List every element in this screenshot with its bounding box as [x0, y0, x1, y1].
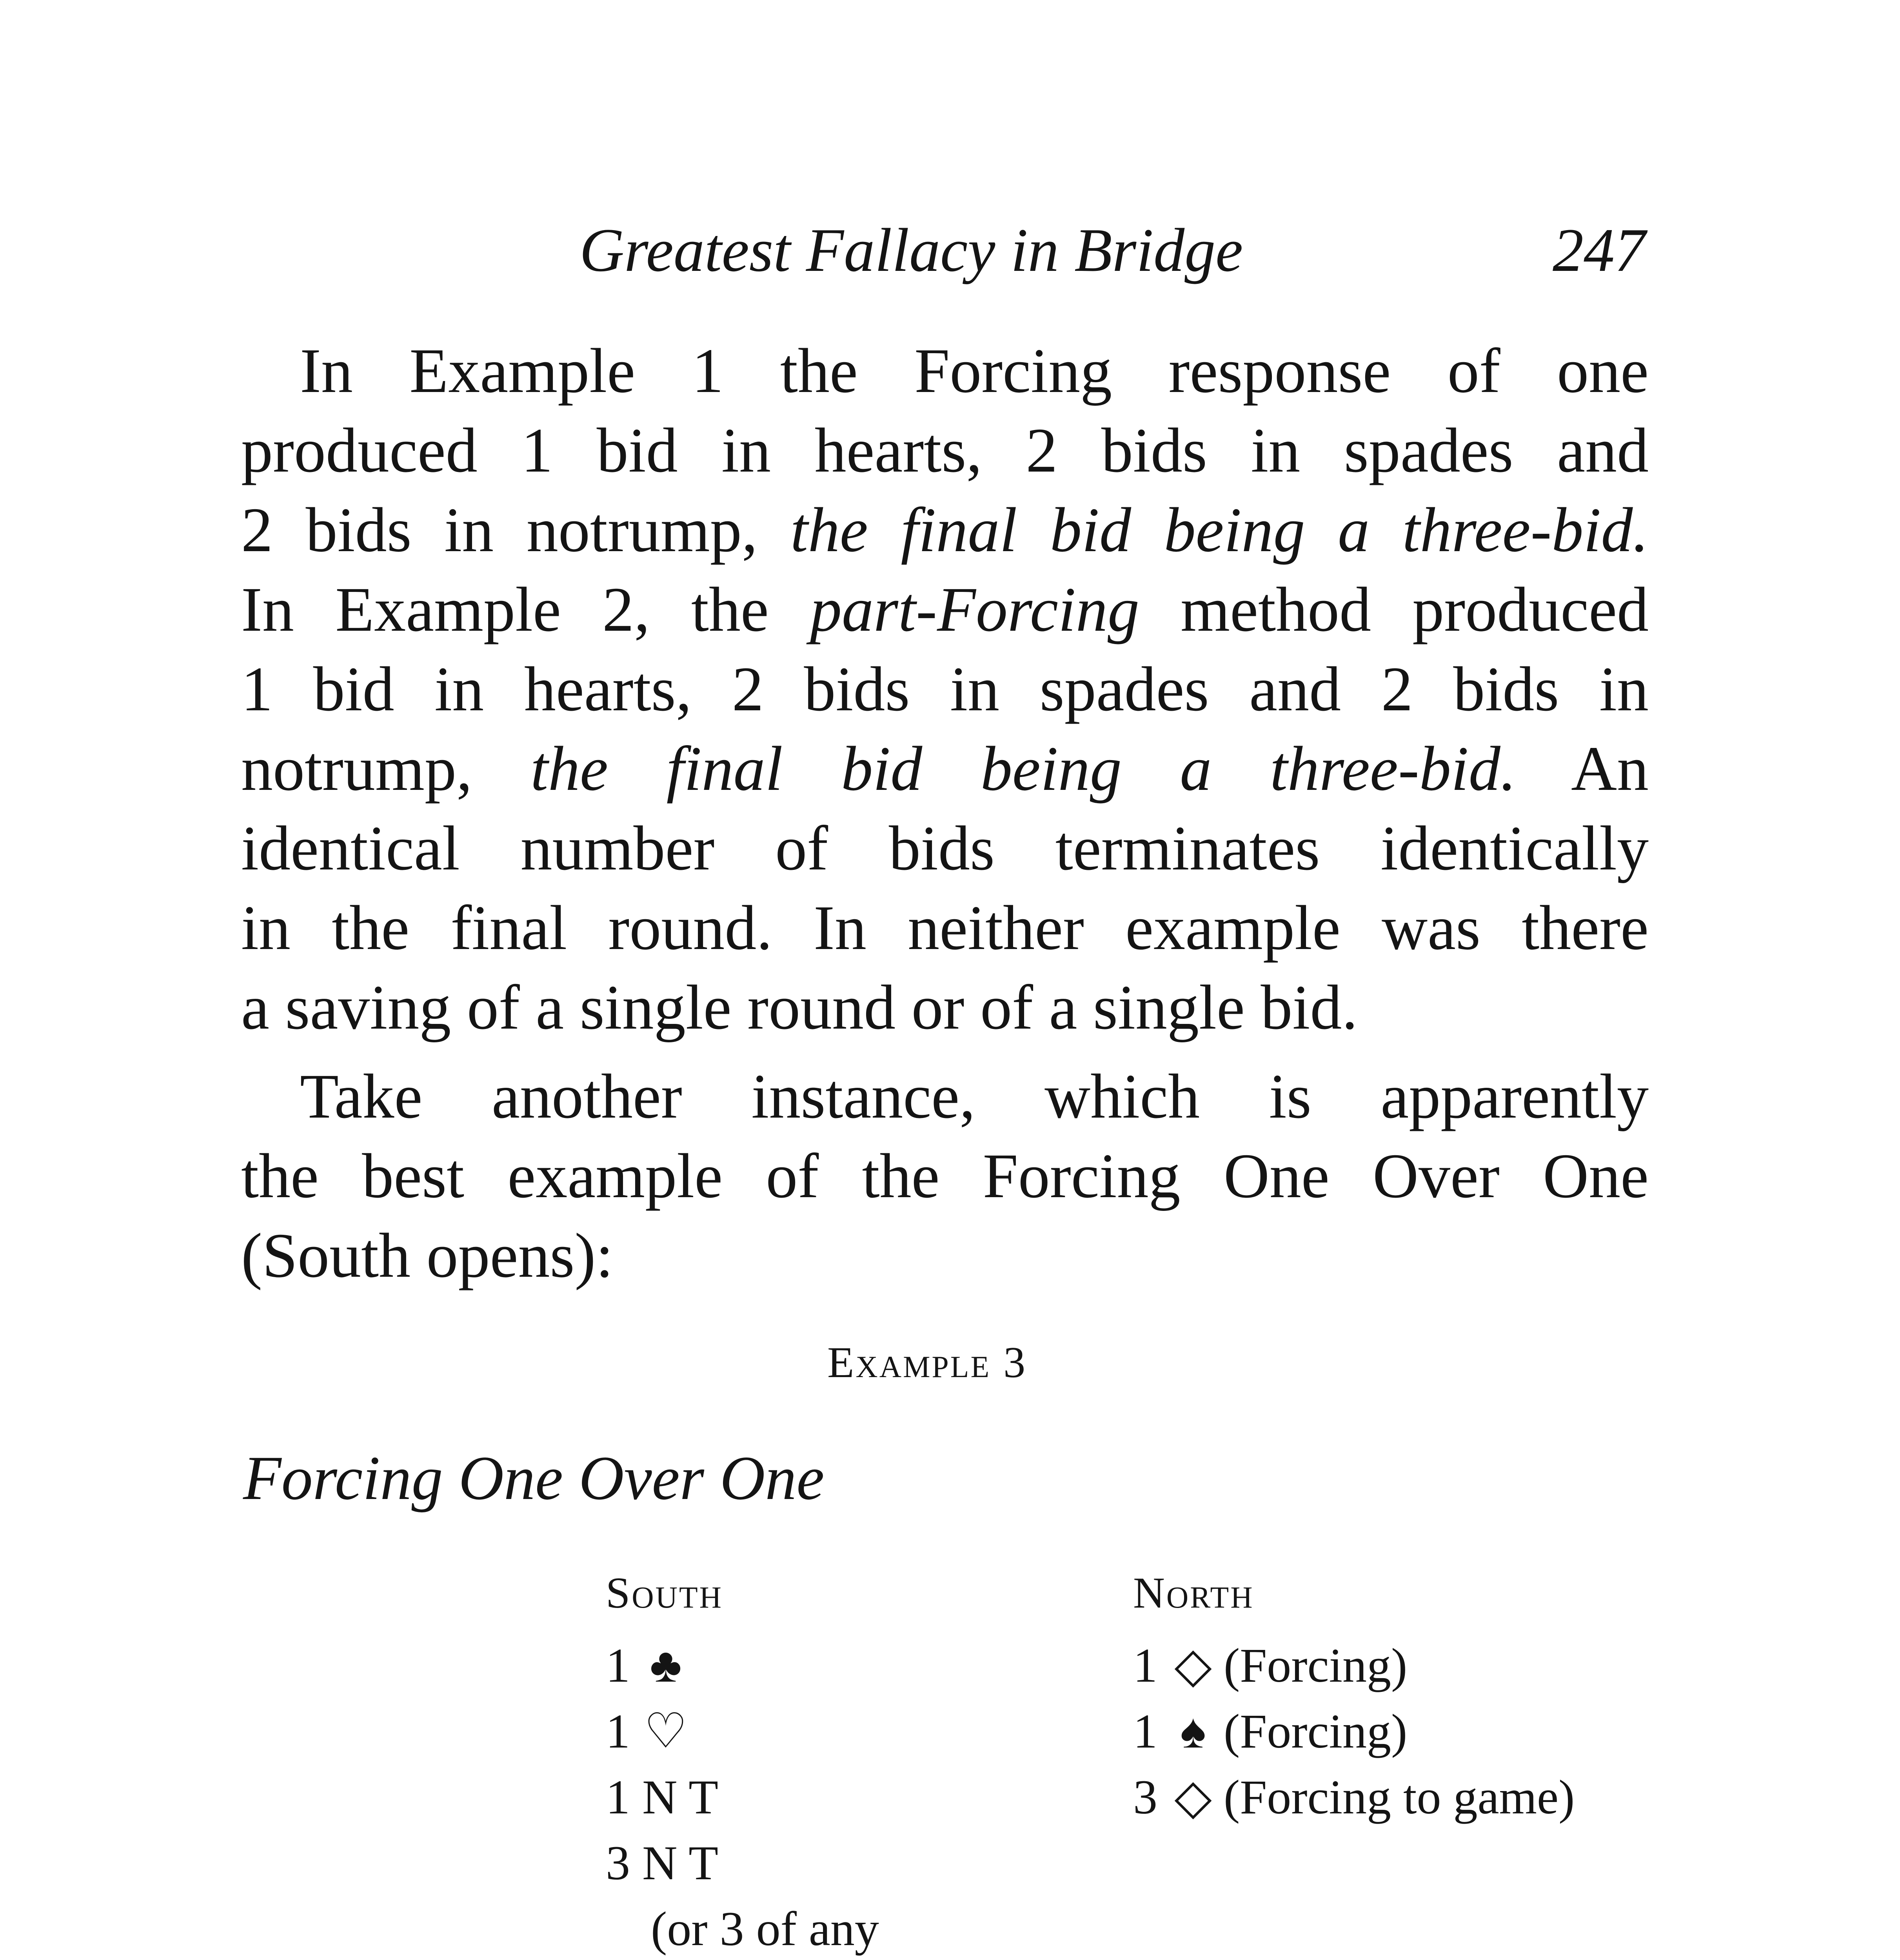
bid-row: [1133, 1633, 1575, 1699]
paragraph-1: [241, 331, 1649, 1047]
paragraph-1-line: [241, 729, 1649, 809]
paragraph-1-line: [241, 570, 1649, 650]
bid-row: [1133, 1764, 1575, 1830]
paragraph-1-line: [241, 888, 1649, 968]
text-run: In Example 1 the Forcing response of one: [300, 336, 1649, 406]
paragraph-2: [241, 1057, 1649, 1296]
bid-notrump: N T: [642, 1770, 719, 1824]
example-3-heading: Example 3: [827, 1338, 1027, 1387]
bid-level: 1: [606, 1639, 630, 1692]
club-icon: ♣: [650, 1639, 682, 1692]
text-run: Take another instance, which is apparently: [300, 1062, 1649, 1132]
running-title: Greatest Fallacy in Bridge: [579, 216, 1243, 285]
bid-note: (or 3 of any: [651, 1902, 879, 1956]
paragraph-1-line: [241, 411, 1649, 490]
spade-icon: ♠: [1180, 1704, 1206, 1758]
text-run: An: [1516, 734, 1649, 804]
bid-row: [1133, 1699, 1575, 1764]
diamond-icon: ◇: [1174, 1770, 1212, 1824]
bid-row: [606, 1830, 879, 1896]
text-run: produced 1 bid in hearts, 2 bids in spades and: [241, 416, 1649, 486]
text-run: In Example 2, the: [241, 575, 810, 645]
text-run: method produced: [1139, 575, 1649, 645]
bid-notrump: N T: [642, 1836, 719, 1890]
text-run: identical number of bids terminates identically: [241, 813, 1649, 884]
text-run: 2 bids in notrump,: [241, 495, 790, 565]
bid-level: 1: [606, 1704, 630, 1758]
bid-level: 1: [1133, 1639, 1157, 1692]
text-run: a saving of a single round or of a single bid.: [241, 973, 1358, 1043]
paragraph-2-line: [241, 1057, 1649, 1136]
paragraph-2-line: [241, 1136, 1649, 1216]
text-run: 1 bid in hearts, 2 bids in spades and 2 bids in: [241, 654, 1649, 724]
bid-level: 1: [1133, 1704, 1157, 1758]
italic-run: part-Forcing: [810, 575, 1139, 645]
heart-icon: ♡: [644, 1704, 688, 1758]
paragraph-2-line: [241, 1216, 1649, 1296]
italic-run: the final bid being a three-bid.: [790, 495, 1649, 565]
bid-row: [606, 1633, 879, 1699]
italic-run: the final bid being a three-bid.: [530, 734, 1517, 804]
bid-level: 3: [606, 1836, 630, 1890]
diamond-icon: ◇: [1174, 1639, 1212, 1692]
paragraph-1-line: [241, 968, 1649, 1047]
text-run: (South opens):: [241, 1221, 614, 1291]
paragraph-1-line: [241, 490, 1649, 570]
text-run: notrump,: [241, 734, 531, 804]
example-3-south-bids: [606, 1633, 879, 1960]
bid-note: (Forcing to game): [1224, 1770, 1575, 1824]
paragraph-1-line: [241, 809, 1649, 888]
example-3-north-header: North: [1133, 1569, 1254, 1617]
text-run: in the final round. In neither example was there: [241, 893, 1649, 963]
bid-level: 1: [606, 1770, 630, 1824]
bid-row: [606, 1764, 879, 1830]
example-3-south-header: South: [606, 1569, 723, 1617]
paragraph-1-line: [241, 331, 1649, 411]
bid-row: [606, 1699, 879, 1764]
bid-note: (Forcing): [1224, 1639, 1408, 1692]
example-3-subtitle: Forcing One Over One: [243, 1443, 825, 1513]
text-run: the best example of the Forcing One Over One: [241, 1141, 1649, 1211]
bid-level: 3: [1133, 1770, 1157, 1824]
bid-note: (Forcing): [1224, 1704, 1408, 1758]
paragraph-1-line: [241, 650, 1649, 729]
example-3-north-bids: [1133, 1633, 1575, 1830]
page-number: 247: [1553, 216, 1646, 285]
